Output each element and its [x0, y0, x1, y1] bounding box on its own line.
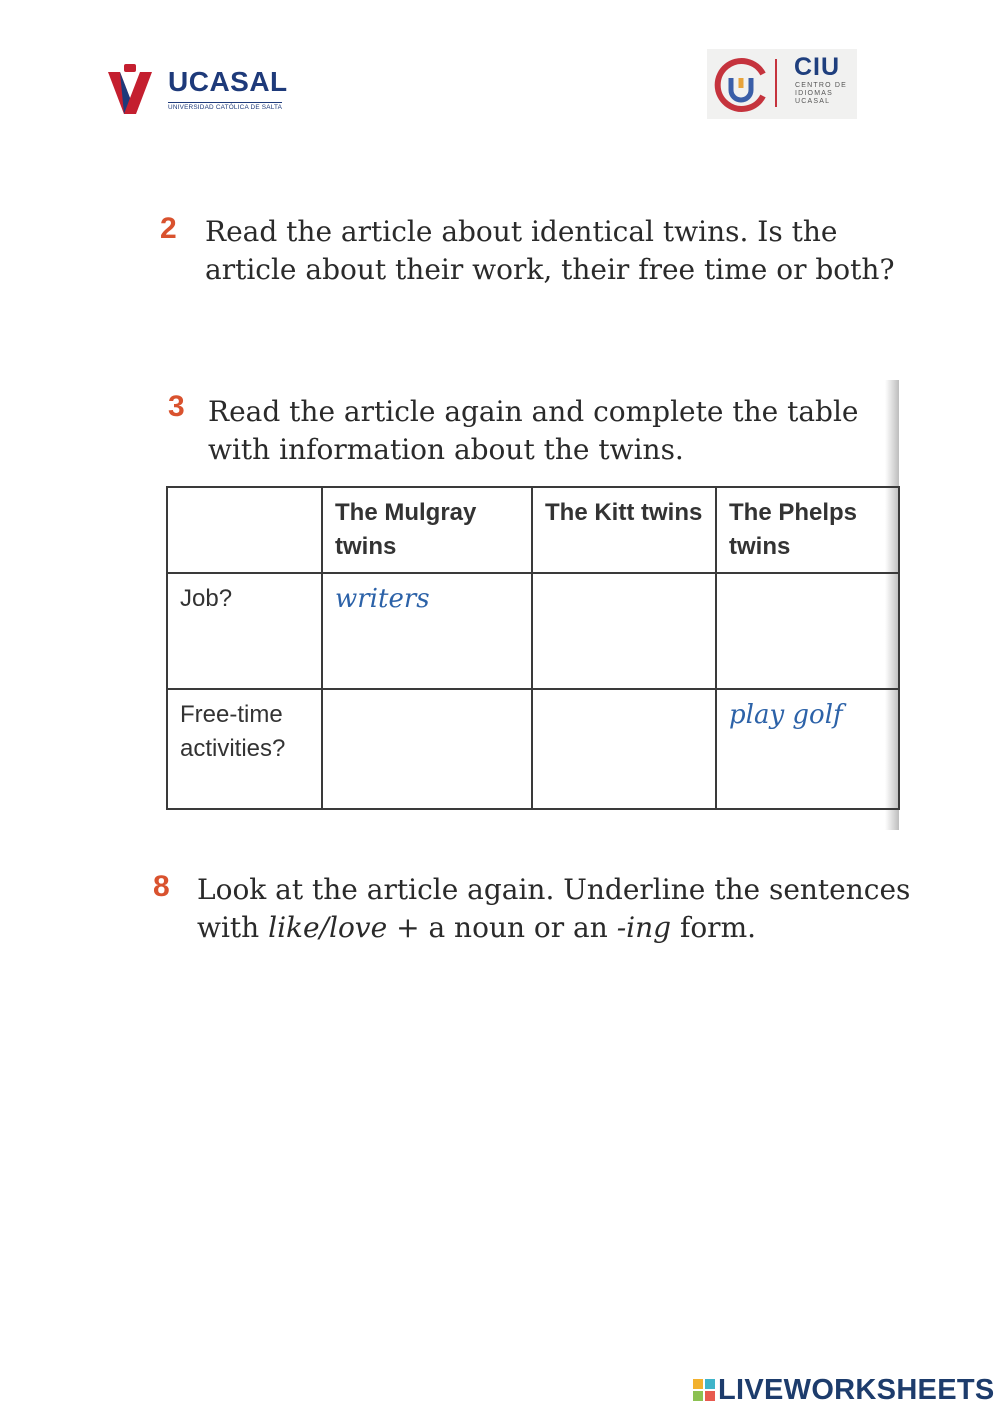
exercise-8-ing: -ing — [616, 911, 672, 944]
row-label-job: Job? — [167, 573, 322, 689]
liveworksheets-brand: LIVEWORKSHEETS — [718, 1374, 995, 1406]
ciu-subtitle: CENTRO DE IDIOMAS UCASAL — [795, 82, 848, 105]
ciu-emblem-icon — [711, 54, 771, 114]
column-header-mulgray: The Mulgray twins — [322, 487, 532, 573]
exercise-8-number: 8 — [153, 870, 170, 903]
exercise-2-number: 2 — [160, 212, 177, 245]
exercise-8-like-love: like/love — [268, 911, 388, 944]
exercise-8-text-part: form. — [671, 911, 757, 944]
twins-table — [166, 486, 900, 810]
exercise-2-instruction: Read the article about identical twins. Is the article about their work, their free time or both? — [205, 215, 895, 286]
table-row — [167, 689, 899, 809]
ciu-logo — [707, 49, 857, 119]
exercise-8-text-part: + a noun or an — [387, 911, 617, 944]
exercise-3-instruction: Read the article again and complete the table with information about the twins. — [208, 395, 859, 466]
answer-cell-kitt-free-time[interactable] — [532, 689, 716, 809]
ciu-title: CIU — [794, 53, 841, 81]
answer-cell-kitt-job[interactable] — [532, 573, 716, 689]
ucasal-name: UCASAL — [168, 66, 288, 97]
ucasal-logo — [106, 64, 296, 118]
table-header-corner — [167, 487, 322, 573]
ucasal-shield-icon — [106, 64, 156, 118]
answer-cell-mulgray-job[interactable]: writers — [322, 573, 532, 689]
table-row — [167, 573, 899, 689]
ciu-divider — [775, 59, 777, 107]
row-label-free-time: Free-time activities? — [167, 689, 322, 809]
column-header-phelps: The Phelps twins — [716, 487, 899, 573]
liveworksheets-grid-icon — [693, 1379, 715, 1401]
exercise-3-number: 3 — [168, 390, 185, 423]
table-header-row — [167, 487, 899, 573]
answer-cell-mulgray-free-time[interactable] — [322, 689, 532, 809]
answer-cell-phelps-job[interactable] — [716, 573, 899, 689]
column-header-kitt: The Kitt twins — [532, 487, 716, 573]
exercise-8-text-part: Look at the article again. Underline the sentences with — [197, 873, 911, 944]
ucasal-subtitle: UNIVERSIDAD CATÓLICA DE SALTA — [168, 104, 283, 111]
exercise-8-instruction — [197, 871, 917, 947]
answer-cell-phelps-free-time[interactable]: play golf — [716, 689, 899, 809]
